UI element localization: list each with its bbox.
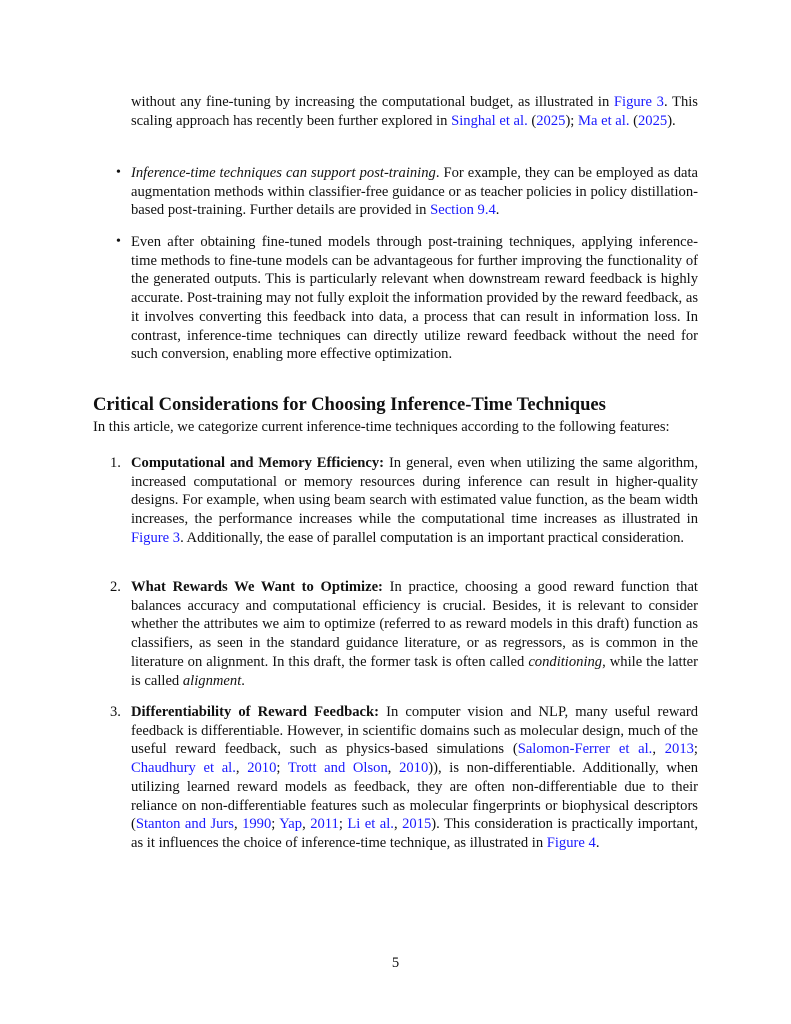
salomon-ferrer-year-link[interactable]: 2013 — [664, 741, 694, 758]
li-year-link[interactable]: 2015 — [402, 816, 432, 833]
list-item-differentiability: Differentiability of Reward Feedback: In computer vision and NLP, many useful reward feedback is differentiable. However, in scientific domains such as molecular design, much of the useful reward feedback, such as physics-based simulations (Salomon-Ferrer et al., 2013; Chaudhury et al., 2010; Trott and Olson, 2010)), is non-differentiable. Additionally, when utilizing learned reward models as feedback, they are often non-differentiable due to their reliance on non-differentiable features such as molecular fingerprints or biophysical descriptors (Stanton and Jurs, 1990; Yap, 2011; Li et al., 2015). This consideration is practically important, as it influences the choice of inference-time technique, as illustrated in Figure 4. — [131, 704, 699, 851]
bullet-marker: • — [116, 234, 121, 249]
item-heading: What Rewards We Want to Optimize: — [131, 579, 383, 595]
section-heading: Critical Considerations for Choosing Inference-Time Techniques — [93, 394, 606, 415]
continued-paragraph: without any fine-tuning by increasing the computational budget, as illustrated in Figure 3. This scaling approach has recently been further explored in Singhal et al. (2025); Ma et al. (2025). — [131, 94, 698, 129]
intro-sentence: In this article, we categorize current inference-time techniques according to the following features: — [93, 419, 670, 435]
stanton-jurs-year-link[interactable]: 1990 — [242, 816, 272, 833]
page-number: 5 — [391, 955, 400, 971]
list-number: 3. — [110, 704, 121, 720]
list-item-rewards: What Rewards We Want to Optimize: In practice, choosing a good reward function that balances accuracy and computational efficiency is crucial. Besides, it is relevant to consider whether the attributes we aim to optimize (referred to as reward models in this draft) function as classifiers, as seen in the standard guidance literature, or as regressors, as is common in the literature on alignment. In this draft, the former task is often called conditioning, while the latter is called alignment. — [131, 579, 698, 689]
bullet-item-post-training: Inference-time techniques can support post-training. For example, they can be employed as data augmentation methods within classifier-free guidance or as teacher policies in policy distillation-based post-training. Further details are provided in Section 9.4. — [131, 165, 698, 219]
italic-term: alignment — [182, 672, 242, 689]
salomon-ferrer-citation-link[interactable]: Salomon-Ferrer et al. — [517, 741, 653, 758]
figure-4-link[interactable]: Figure 4 — [546, 834, 596, 851]
yap-year-link[interactable]: 2011 — [310, 816, 339, 833]
yap-citation-link[interactable]: Yap — [279, 816, 303, 833]
chaudhury-year-link[interactable]: 2010 — [247, 760, 277, 777]
ma-year-link[interactable]: 2025 — [638, 112, 668, 129]
section-9-4-link[interactable]: Section 9.4 — [430, 202, 496, 219]
figure-3-link[interactable]: Figure 3 — [131, 529, 181, 546]
list-number: 2. — [110, 579, 121, 595]
trott-olson-year-link[interactable]: 2010 — [399, 760, 429, 777]
item-heading: Computational and Memory Efficiency: — [131, 455, 385, 471]
ma-citation-link[interactable]: Ma et al. — [578, 112, 630, 129]
li-citation-link[interactable]: Li et al. — [347, 816, 394, 833]
stanton-jurs-citation-link[interactable]: Stanton and Jurs — [135, 816, 234, 833]
figure-3-link[interactable]: Figure 3 — [613, 94, 664, 110]
list-item-efficiency: Computational and Memory Efficiency: In general, even when utilizing the same algorithm, increased computational or memory resources during inference can result in higher-quality designs. For example, when using beam search with estimated value function, as the beam width increases, the performance increases while the computational time increases as illustrated in Figure 3. Additionally, the ease of parallel computation is an important practical consideration. — [131, 455, 698, 546]
chaudhury-citation-link[interactable]: Chaudhury et al. — [131, 760, 236, 777]
singhal-year-link[interactable]: 2025 — [536, 112, 566, 129]
italic-term: conditioning — [528, 653, 603, 670]
bullet-item-fine-tuned: Even after obtaining fine-tuned models through post-training techniques, applying inference-time methods to fine-tune models can be advantageous for further improving the functionality of the generated outputs. This is particularly relevant when downstream reward feedback is highly accurate. Post-training may not fully exploit the information provided by the reward feedback, as it involves converting this feedback into data, a process that can result in information loss. In contrast, inference-time techniques can directly utilize reward feedback without the need for such conversion, enabling more effective optimization. — [131, 234, 698, 363]
bullet-italic-lead: Inference-time techniques can support post-training — [131, 165, 436, 181]
bullet-marker: • — [116, 165, 121, 180]
singhal-citation-link[interactable]: Singhal et al. — [451, 112, 528, 129]
item-heading: Differentiability of Reward Feedback: — [131, 704, 379, 720]
trott-olson-citation-link[interactable]: Trott and Olson — [287, 760, 388, 777]
list-number: 1. — [110, 455, 121, 471]
